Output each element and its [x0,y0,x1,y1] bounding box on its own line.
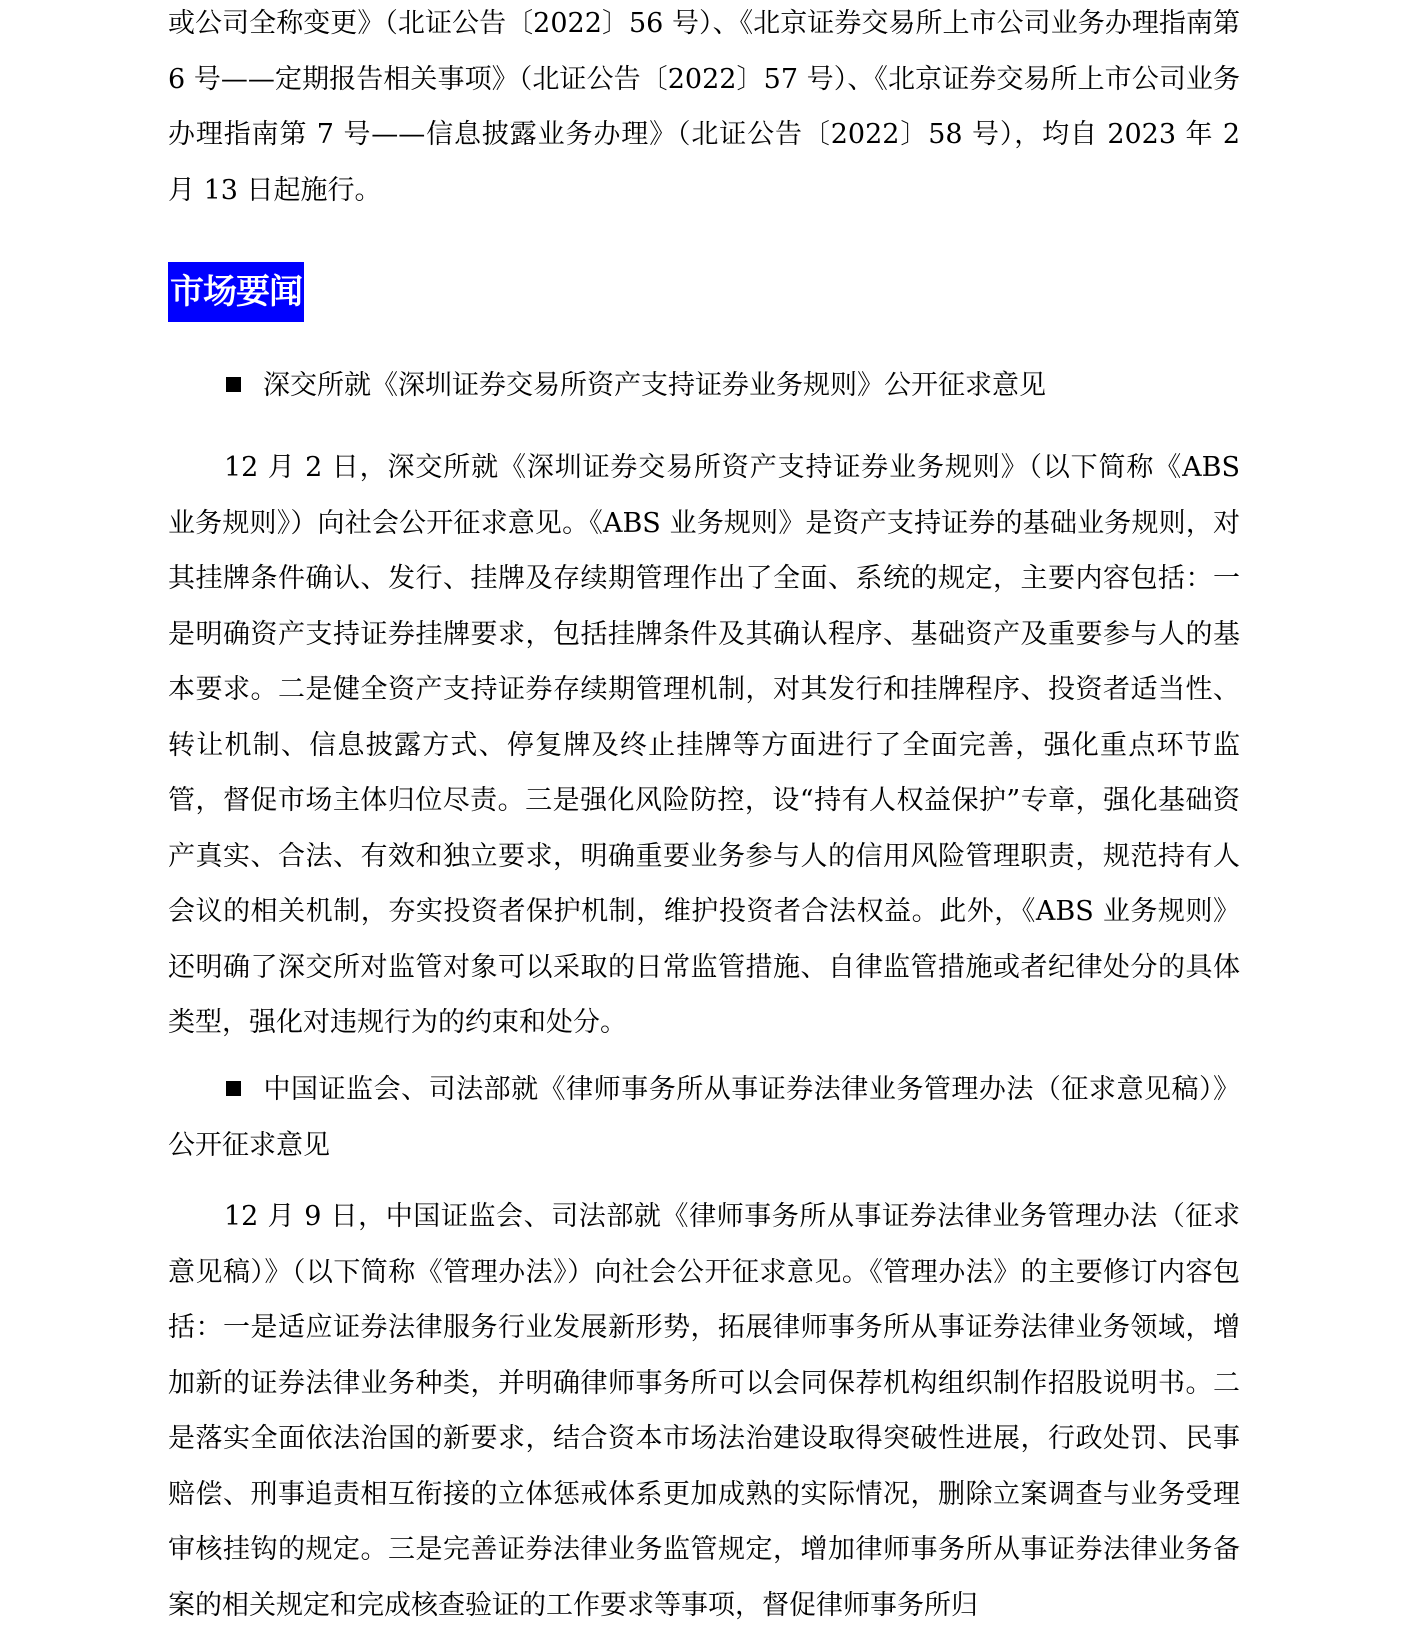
news-item-1-title-line [168,358,1240,414]
square-bullet-icon [226,1081,241,1096]
news-item-2-body-block [168,1189,1240,1633]
section-heading-market-news: 市场要闻 [168,262,304,322]
intro-paragraph: 或公司全称变更》（北证公告〔2022〕56 号）、《北京证券交易所上市公司业务办理指南第 6 号——定期报告相关事项》（北证公告〔2022〕57 号）、《北京证券交易所上市公司业务办理指南第 7 号——信息披露业务办理》（北证公告〔2022〕58 号），均自 2023 年 2 月 13 日起施行。 [168,8,1240,206]
news-item-2-title-block [168,1062,1240,1173]
news-item-2-title-line [168,1062,1240,1173]
news-item-2-body: 12 月 9 日，中国证监会、司法部就《律师事务所从事证券法律业务管理办法（征求意见稿）》（以下简称《管理办法》）向社会公开征求意见。《管理办法》的主要修订内容包括：一是适应证券法律服务行业发展新形势，拓展律师事务所从事证券法律业务领域，增加新的证券法律业务种类，并明确律师事务所可以会同保荐机构组织制作招股说明书。二是落实全面依法治国的新要求，结合资本市场法治建设取得突破性进展，行政处罚、民事赔偿、刑事追责相互衔接的立体惩戒体系更加成熟的实际情况，删除立案调查与业务受理审核挂钩的规定。三是完善证券法律业务监管规定，增加律师事务所从事证券法律业务备案的相关规定和完成核查验证的工作要求等事项，督促律师事务所归 [168,1201,1240,1621]
news-item-1-title: 深交所就《深圳证券交易所资产支持证券业务规则》公开征求意见 [263,370,1046,401]
news-item-1-title-block [168,358,1240,414]
news-item-1-body-block [168,440,1240,1051]
square-bullet-icon [226,377,241,392]
news-item-1-body: 12 月 2 日，深交所就《深圳证券交易所资产支持证券业务规则》（以下简称《ABS 业务规则》）向社会公开征求意见。《ABS 业务规则》是资产支持证券的基础业务规则，对其挂牌条件确认、发行、挂牌及存续期管理作出了全面、系统的规定，主要内容包括：一是明确资产支持证券挂牌要求，包括挂牌条件及其确认程序、基础资产及重要参与人的基本要求。二是健全资产支持证券存续期管理机制，对其发行和挂牌程序、投资者适当性、转让机制、信息披露方式、停复牌及终止挂牌等方面进行了全面完善，强化重点环节监管，督促市场主体归位尽责。三是强化风险防控，设“持有人权益保护”专章，强化基础资产真实、合法、有效和独立要求，明确重要业务参与人的信用风险管理职责，规范持有人会议的相关机制，夯实投资者保护机制，维护投资者合法权益。此外，《ABS 业务规则》还明确了深交所对监管对象可以采取的日常监管措施、自律监管措施或者纪律处分的具体类型，强化对违规行为的约束和处分。 [168,452,1240,1038]
news-item-2-title: 中国证监会、司法部就《律师事务所从事证券法律业务管理办法（征求意见稿）》公开征求意见 [168,1074,1240,1161]
